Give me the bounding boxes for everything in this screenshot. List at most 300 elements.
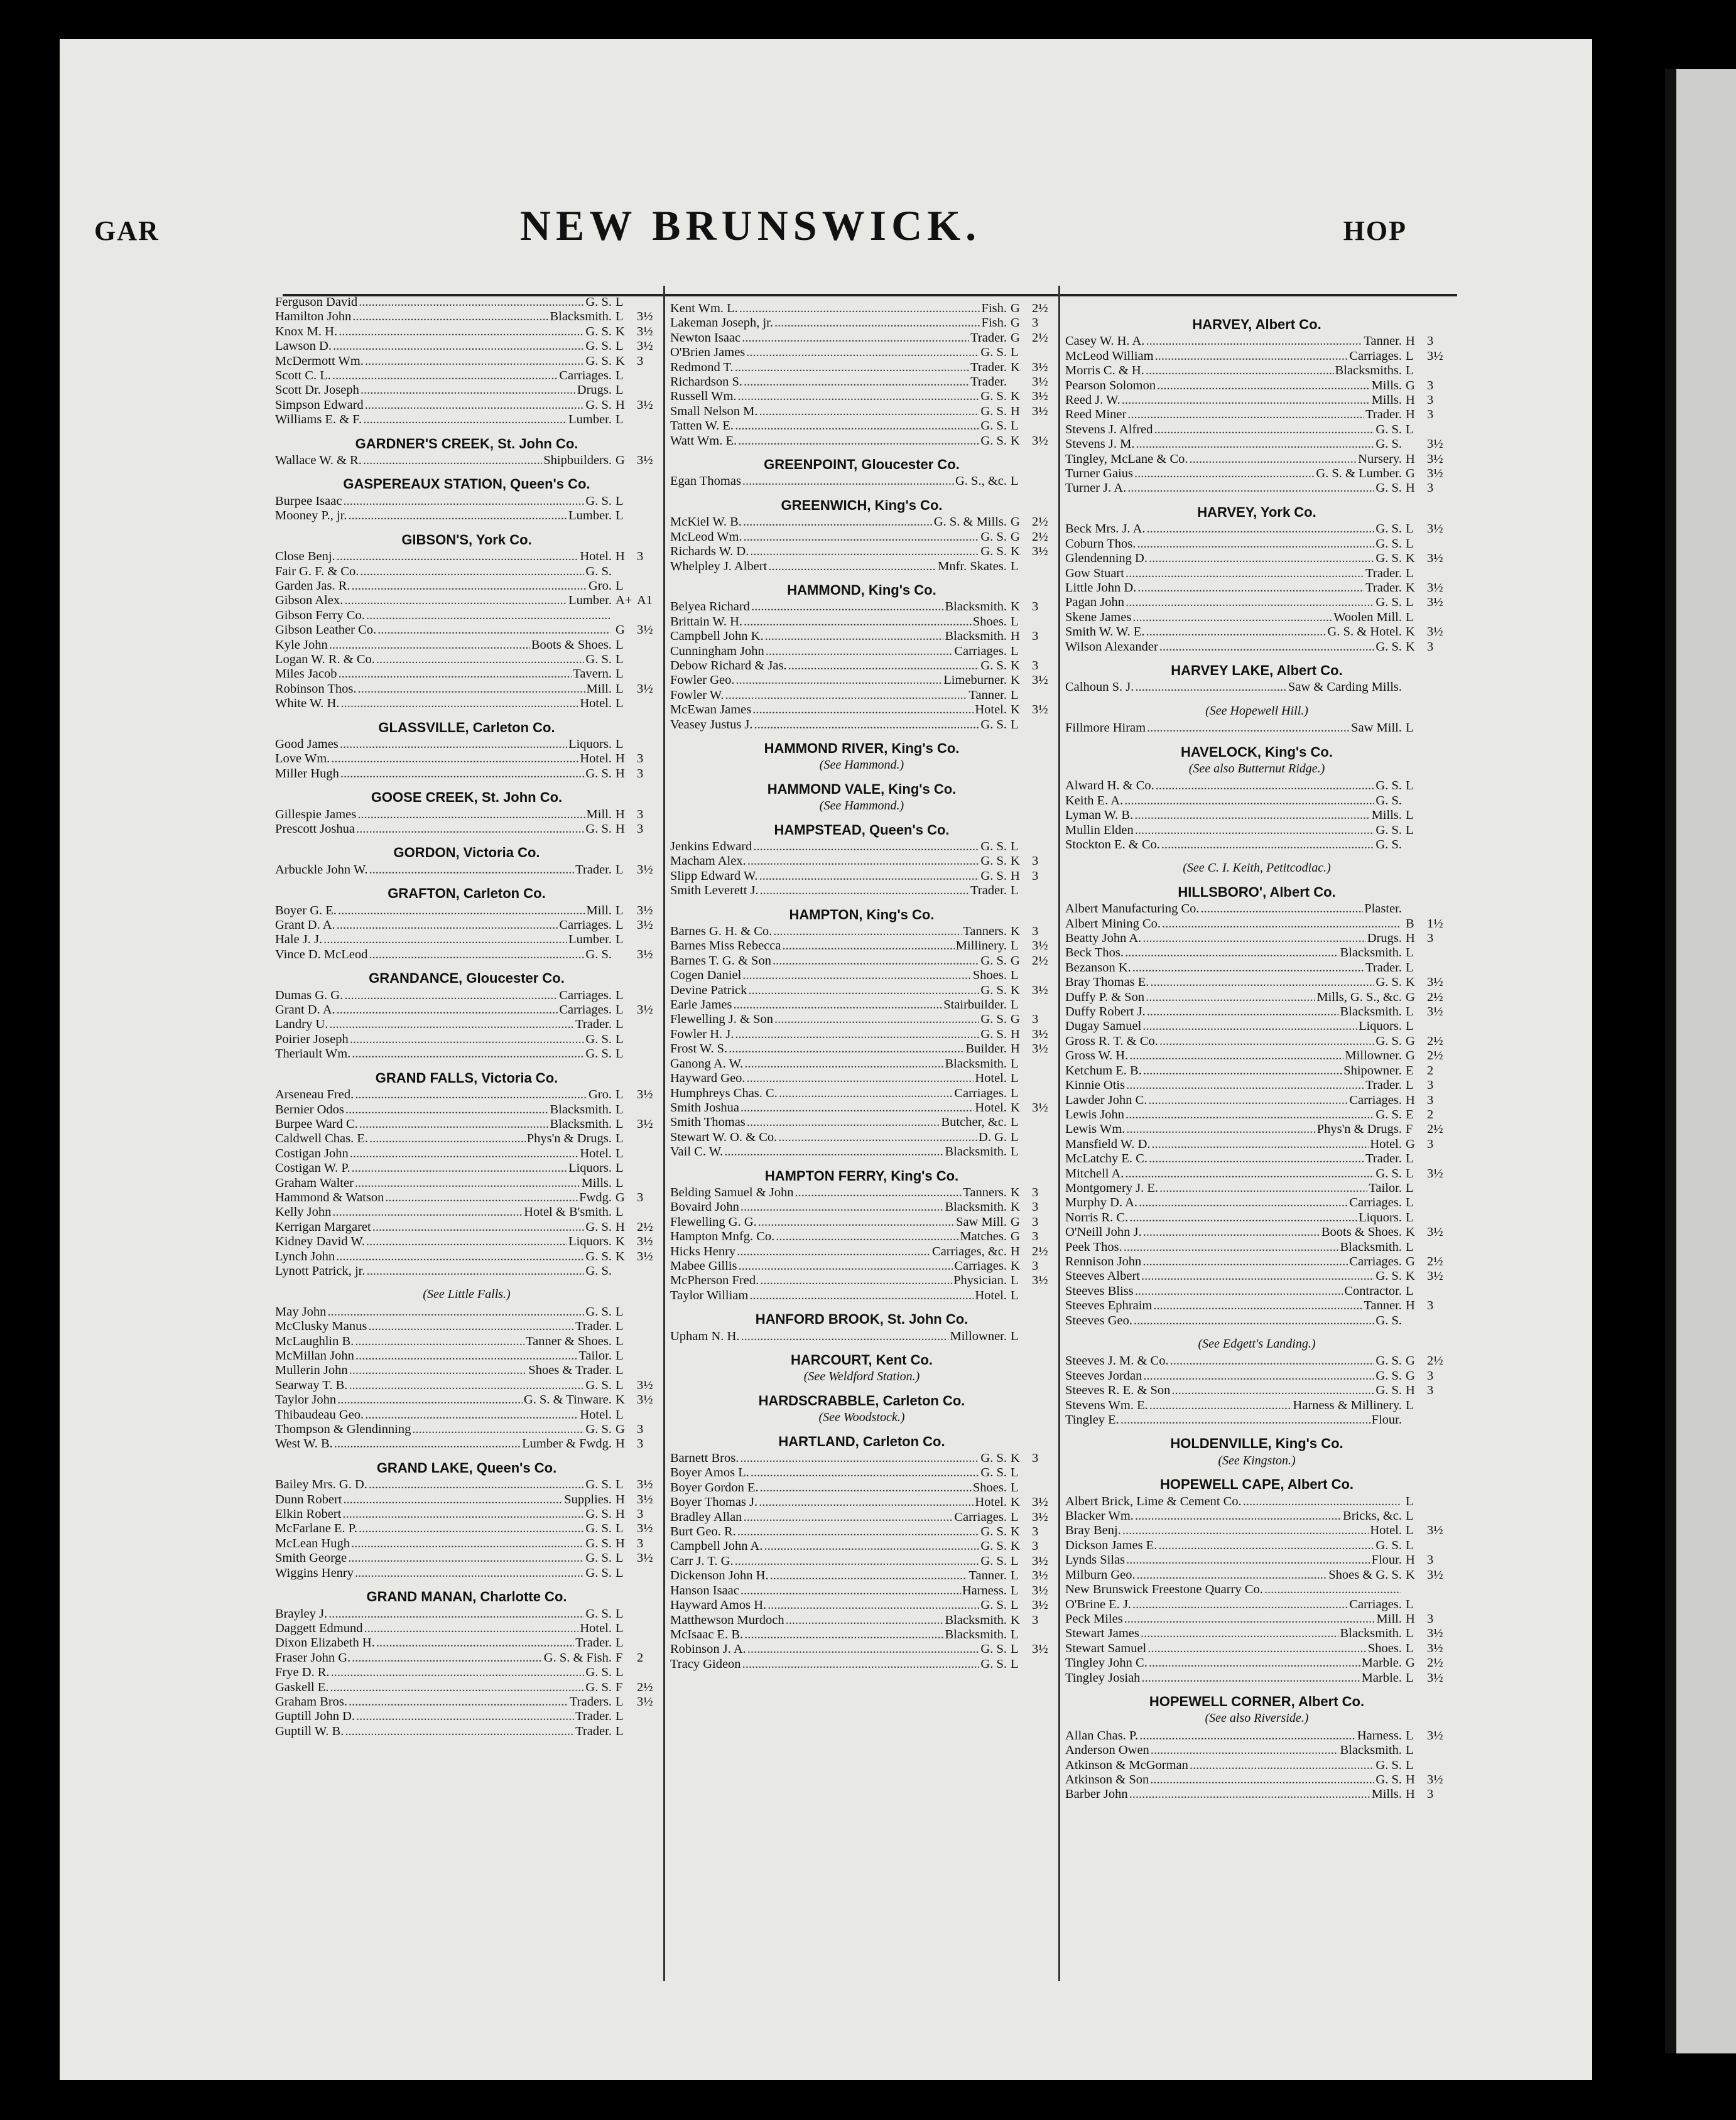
directory-entry — [1065, 1773, 1448, 1787]
locality-section — [1065, 745, 1448, 853]
locality-heading: HOPEWELL CORNER, Albert Co. — [1149, 1693, 1365, 1709]
entry-name: Boyer Amos L. — [670, 1466, 749, 1480]
entry-business: Blacksmith. — [1340, 1240, 1402, 1254]
leader-dots — [749, 1289, 974, 1303]
entry-name: May John — [275, 1304, 327, 1319]
leader-dots — [343, 494, 584, 509]
entry-name: O'Neill John J. — [1065, 1225, 1142, 1240]
credit-rating: L — [616, 1319, 624, 1334]
leader-dots — [1136, 437, 1374, 452]
leader-dots — [1137, 581, 1364, 595]
pay-rating: 3½ — [1427, 1225, 1443, 1240]
credit-rating: L — [616, 1378, 624, 1392]
directory-entry — [1065, 1093, 1448, 1108]
entry-name: Gibson Leather Co. — [275, 623, 377, 637]
credit-rating: L — [1011, 1288, 1019, 1302]
credit-rating: L — [1406, 1626, 1414, 1641]
entry-name: Tingley, McLane & Co. — [1065, 452, 1188, 466]
directory-entry — [670, 1481, 1053, 1495]
pay-rating: 3 — [1427, 1078, 1434, 1093]
directory-entry — [1065, 349, 1448, 364]
directory-entry — [670, 1042, 1053, 1056]
credit-rating: G — [1406, 1049, 1415, 1063]
leader-dots — [1146, 364, 1334, 378]
locality-section — [1065, 663, 1448, 695]
pay-rating: 2½ — [637, 1680, 653, 1694]
pay-rating: 3½ — [637, 1117, 653, 1131]
entry-business: G. S. — [585, 1263, 612, 1278]
entry-name: Turner Gaius — [1065, 467, 1134, 481]
leader-dots — [1147, 721, 1350, 735]
credit-rating: L — [1011, 559, 1019, 573]
entry-name: White W. H. — [275, 696, 340, 711]
leader-dots — [759, 869, 980, 884]
credit-rating: L — [1406, 610, 1414, 624]
entry-name: Grant D. A. — [275, 918, 335, 933]
leader-dots — [343, 1493, 563, 1507]
locality-section — [275, 971, 658, 1061]
leader-dots — [333, 339, 584, 354]
directory-entry — [670, 530, 1053, 544]
entry-business: Carriages. — [954, 1258, 1007, 1273]
entry-name: Stewart W. O. & Co. — [670, 1130, 778, 1144]
leader-dots — [786, 1613, 944, 1628]
leader-dots — [331, 1665, 585, 1680]
leader-dots — [369, 1478, 585, 1492]
credit-rating: K — [1406, 580, 1415, 595]
entry-business: Nursery. — [1358, 452, 1402, 466]
entry-name: Mabee Gillis — [670, 1258, 737, 1273]
locality-section — [670, 498, 1053, 574]
directory-entry — [670, 1027, 1053, 1042]
entry-business: Lumber. — [568, 413, 612, 427]
leader-dots — [341, 696, 579, 711]
credit-rating: K — [1011, 1539, 1020, 1554]
cross-reference-note: (See Kingston.) — [1218, 1453, 1296, 1468]
entry-name: Stevens J. M. — [1065, 437, 1135, 452]
locality-section — [1065, 704, 1448, 736]
entry-name: Smith George — [275, 1551, 347, 1566]
entry-name: Tatten W. E. — [670, 419, 734, 433]
directory-columns — [270, 286, 1467, 1981]
leader-dots — [774, 1012, 979, 1027]
directory-entry — [1065, 467, 1448, 481]
directory-entry — [1065, 1034, 1448, 1049]
leader-dots — [355, 1349, 578, 1363]
leader-dots — [760, 1481, 972, 1495]
entry-name: Albert Mining Co. — [1065, 916, 1161, 931]
directory-entry — [1065, 990, 1448, 1005]
leader-dots — [332, 369, 558, 383]
credit-rating: L — [616, 1032, 624, 1046]
credit-rating: G — [1011, 1012, 1020, 1027]
directory-entry — [1065, 1369, 1448, 1383]
directory-entry — [670, 474, 1053, 489]
entry-business: Shipowner. — [1343, 1063, 1402, 1078]
credit-rating: L — [1011, 968, 1019, 983]
credit-rating: H — [1011, 868, 1020, 883]
directory-entry — [1065, 1314, 1448, 1328]
leader-dots — [750, 544, 979, 559]
directory-entry — [1065, 1413, 1448, 1427]
entry-business: Tanners. — [963, 1185, 1007, 1199]
entry-business: G. S. & Tinware. — [523, 1393, 612, 1407]
locality-section — [275, 533, 658, 711]
entry-business: G. S. — [1375, 437, 1402, 452]
pay-rating: 2½ — [1427, 1354, 1443, 1368]
leader-dots — [770, 1569, 968, 1583]
credit-rating: L — [616, 988, 624, 1002]
entry-name: Flewelling G. G. — [670, 1214, 757, 1229]
leader-dots — [1170, 1354, 1375, 1368]
credit-rating: H — [616, 398, 625, 412]
credit-rating: L — [1011, 939, 1019, 953]
entry-name: Searway T. B. — [275, 1378, 348, 1392]
directory-entry — [275, 1161, 658, 1176]
locality-heading: GARDNER'S CREEK, St. John Co. — [355, 435, 578, 452]
credit-rating: L — [616, 1551, 624, 1566]
entry-business: Limeburner. — [943, 673, 1007, 688]
directory-entry — [670, 1554, 1053, 1569]
credit-rating: G — [1011, 316, 1020, 330]
credit-rating: L — [616, 1304, 624, 1319]
directory-entry — [1065, 1078, 1448, 1093]
credit-rating: H — [1406, 1553, 1415, 1567]
entry-name: Coburn Thos. — [1065, 536, 1136, 551]
credit-rating: L — [616, 1407, 624, 1422]
credit-rating: H — [616, 822, 625, 836]
leader-dots — [782, 939, 954, 953]
entry-business: G. S. — [585, 1304, 612, 1319]
entry-business: Butcher, &c. — [941, 1115, 1007, 1130]
directory-entry — [1065, 423, 1448, 437]
pay-rating: 3½ — [1032, 1642, 1048, 1657]
directory-entry — [670, 375, 1053, 389]
directory-entry — [275, 696, 658, 711]
entry-business: Flour. — [1371, 1553, 1402, 1567]
leader-dots — [744, 615, 972, 629]
directory-entry — [275, 453, 658, 468]
credit-rating: L — [1406, 536, 1414, 551]
leader-dots — [349, 1378, 584, 1393]
leader-dots — [1149, 1398, 1292, 1413]
credit-rating: G — [616, 453, 625, 468]
credit-rating: G — [616, 1190, 625, 1204]
credit-rating: L — [1406, 1758, 1414, 1772]
pay-rating: 3 — [1427, 334, 1434, 349]
locality-heading: HOPEWELL CAPE, Albert Co. — [1159, 1476, 1354, 1493]
credit-rating: K — [616, 1393, 625, 1407]
leader-dots — [340, 767, 584, 781]
leader-dots — [1124, 1612, 1375, 1626]
cross-reference-note: (See Woodstock.) — [818, 1410, 905, 1425]
leader-dots — [1125, 946, 1338, 960]
entry-name: Cogen Daniel — [670, 968, 742, 983]
directory-entry — [275, 1003, 658, 1017]
directory-entry — [1065, 393, 1448, 408]
entry-business: Trader. — [970, 360, 1007, 374]
locality-section — [670, 1312, 1053, 1344]
leader-dots — [1127, 408, 1364, 422]
pay-rating: 2½ — [637, 1220, 653, 1234]
credit-rating: F — [1406, 1122, 1413, 1137]
directory-entry — [275, 1147, 658, 1161]
entry-name: Wallace W. & R. — [275, 453, 362, 468]
entry-name: Smith Thomas — [670, 1115, 746, 1130]
leader-dots — [350, 1147, 579, 1161]
directory-entry — [275, 1319, 658, 1334]
entry-name: Stewart James — [1065, 1626, 1139, 1641]
entry-name: Kerrigan Margaret — [275, 1220, 371, 1234]
entry-name: Dickson James E. — [1065, 1538, 1158, 1552]
entry-business: G. S. — [585, 295, 612, 309]
leader-dots — [758, 1215, 955, 1230]
credit-rating: G — [1406, 1254, 1415, 1268]
entry-name: Hayward Amos H. — [670, 1598, 767, 1613]
entry-name: Lakeman Joseph, jr. — [670, 316, 773, 330]
entry-business: Lumber. — [568, 593, 612, 608]
directory-entry — [275, 652, 658, 667]
credit-rating: H — [1406, 334, 1415, 349]
directory-entry — [670, 600, 1053, 614]
pay-rating: 3½ — [1427, 1670, 1443, 1685]
entry-name: Fraser John G. — [275, 1650, 351, 1665]
directory-entry — [275, 1363, 658, 1378]
directory-entry — [670, 316, 1053, 330]
leader-dots — [1142, 1019, 1357, 1034]
entry-business: Phys'n & Drugs. — [526, 1132, 612, 1146]
leader-dots — [742, 331, 969, 345]
leader-dots — [1126, 595, 1374, 610]
entry-business: G. S., &c. — [955, 474, 1007, 489]
entry-business: Shoes. — [1367, 1641, 1402, 1655]
entry-name: Landry U. — [275, 1017, 328, 1032]
pay-rating: 3 — [1032, 1525, 1039, 1539]
entry-business: G. S. — [980, 1027, 1007, 1041]
directory-entry — [275, 623, 658, 637]
directory-entry — [1065, 522, 1448, 536]
leader-dots — [773, 954, 979, 968]
leader-dots — [1129, 1049, 1343, 1063]
directory-entry — [1065, 1598, 1448, 1612]
credit-rating: H — [1406, 1093, 1415, 1107]
entry-business: Fwdg. — [579, 1190, 612, 1204]
leader-dots — [760, 1274, 952, 1288]
entry-business: Carriages. — [1349, 349, 1402, 363]
leader-dots — [330, 1680, 584, 1695]
directory-entry — [275, 1607, 658, 1621]
entry-name: Rennison John — [1065, 1254, 1142, 1268]
directory-entry — [275, 593, 658, 608]
leader-dots — [1129, 1787, 1370, 1802]
credit-rating: K — [1406, 1567, 1415, 1582]
leader-dots — [741, 1101, 974, 1115]
locality-section — [670, 1434, 1053, 1672]
entry-business: G. S. & Hotel. — [1327, 625, 1402, 639]
entry-business: Builder. — [965, 1042, 1007, 1056]
entry-name: Burt Geo. R. — [670, 1525, 736, 1539]
entry-name: Debow Richard & Jas. — [670, 658, 787, 673]
directory-entry — [1065, 1523, 1448, 1538]
entry-name: Elkin Robert — [275, 1507, 342, 1522]
entry-business: G. S. — [585, 1566, 612, 1580]
locality-section — [670, 782, 1053, 814]
entry-name: Smith Joshua — [670, 1100, 739, 1115]
pay-rating: 3½ — [1032, 375, 1048, 389]
locality-section — [1065, 1477, 1448, 1685]
entry-name: Poirier Joseph — [275, 1032, 349, 1046]
entry-name: Garden Jas. R. — [275, 578, 350, 593]
leader-dots — [1161, 838, 1374, 852]
directory-entry — [670, 434, 1053, 448]
entry-business: Blacksmith. — [945, 600, 1007, 614]
entry-name: Barnett Bros. — [670, 1451, 739, 1466]
entry-name: Small Nelson M. — [670, 404, 758, 418]
entry-business: Lumber. — [568, 509, 612, 523]
leader-dots — [349, 1695, 568, 1709]
credit-rating: L — [1406, 946, 1414, 960]
credit-rating: K — [616, 1235, 625, 1249]
pay-rating: 3 — [1032, 1012, 1039, 1027]
credit-rating: H — [616, 752, 625, 766]
directory-entry — [1065, 1758, 1448, 1773]
leader-dots — [367, 1264, 585, 1279]
pay-rating: 3½ — [1032, 1100, 1048, 1115]
entry-name: Boyer Gordon E. — [670, 1480, 759, 1495]
directory-entry — [670, 644, 1053, 659]
entry-name: Calhoun S. J. — [1065, 680, 1134, 695]
pay-rating: 3 — [1427, 1368, 1434, 1383]
credit-rating: L — [616, 1161, 624, 1176]
entry-name: Hicks Henry — [670, 1244, 736, 1258]
entry-business: Blacksmith. — [945, 1200, 1007, 1214]
leader-dots — [779, 1086, 953, 1101]
entry-business: G. S. — [585, 494, 612, 508]
credit-rating: L — [1406, 1597, 1414, 1611]
locality-section — [275, 1589, 658, 1739]
entry-name: McEwan James — [670, 703, 752, 717]
pay-rating: 3½ — [1427, 349, 1443, 363]
directory-entry — [275, 1724, 658, 1739]
locality-heading: HAMMOND RIVER, King's Co. — [764, 740, 960, 756]
entry-name: Redmond T. — [670, 360, 734, 374]
entry-name: Tingley E. — [1065, 1413, 1119, 1427]
entry-name: Watt Wm. E. — [670, 433, 737, 448]
leader-dots — [338, 904, 585, 918]
credit-rating: K — [1011, 544, 1020, 559]
directory-entry — [275, 1493, 658, 1507]
leader-dots — [323, 933, 567, 947]
credit-rating: L — [1406, 1641, 1414, 1655]
entry-business: Bricks, &c. — [1343, 1509, 1402, 1523]
locality-section — [1065, 861, 1448, 875]
entry-name: Macham Alex. — [670, 854, 746, 868]
directory-entry — [275, 1191, 658, 1205]
pay-rating: 3½ — [1032, 939, 1048, 953]
leader-dots — [741, 1200, 944, 1214]
entry-business: Saw Mill. — [956, 1214, 1007, 1229]
locality-section — [275, 1461, 658, 1581]
directory-entry — [275, 1437, 658, 1451]
leader-dots — [724, 1145, 943, 1159]
entry-business: G. S. & Lumber. — [1316, 467, 1402, 481]
entry-business: G. S. — [1375, 793, 1402, 808]
credit-rating: H — [616, 1536, 625, 1550]
directory-entry — [670, 389, 1053, 404]
directory-entry — [1065, 640, 1448, 654]
entry-name: Mullin Elden — [1065, 823, 1134, 837]
leader-dots — [735, 419, 979, 433]
locality-heading: GLASSVILLE, Carleton Co. — [378, 719, 555, 735]
pay-rating: 3½ — [1427, 1005, 1443, 1019]
credit-rating: G — [1406, 1368, 1415, 1383]
entry-name: Hayward Geo. — [670, 1071, 746, 1086]
pay-rating: 3 — [1032, 629, 1039, 644]
entry-business: Fish. — [981, 301, 1007, 315]
entry-business: G. S. — [980, 1525, 1007, 1539]
entry-business: Blacksmith. — [945, 1056, 1007, 1071]
entry-business: G. S. — [585, 1378, 612, 1392]
directory-entry — [670, 629, 1053, 644]
directory-entry — [1065, 1743, 1448, 1758]
credit-rating: K — [1011, 1495, 1020, 1510]
entry-business: G. S. — [1375, 838, 1402, 852]
credit-rating: L — [1406, 1005, 1414, 1019]
leader-dots — [365, 1408, 578, 1422]
pay-rating: 3 — [1032, 1539, 1039, 1554]
directory-entry — [1065, 838, 1448, 852]
leader-dots — [1143, 1369, 1374, 1383]
credit-rating: F — [616, 1650, 623, 1665]
leader-dots — [376, 1636, 574, 1650]
entry-business: Liquors. — [568, 1161, 612, 1176]
leader-dots — [1127, 481, 1374, 495]
directory-entry — [1065, 1225, 1448, 1240]
entry-name: Ganong A. W. — [670, 1056, 744, 1071]
pay-rating: 2 — [1427, 1063, 1434, 1078]
leader-dots — [412, 1422, 584, 1437]
leader-dots — [1159, 1181, 1367, 1196]
entry-business: Hotel. — [580, 1621, 612, 1635]
entry-business: Stairbuilder. — [943, 998, 1007, 1012]
directory-entry — [1065, 961, 1448, 975]
directory-entry — [670, 1101, 1053, 1115]
pay-rating: 3 — [1032, 600, 1039, 614]
directory-entry — [275, 822, 658, 836]
leader-dots — [368, 1319, 574, 1334]
pay-rating: 3½ — [1032, 1510, 1048, 1524]
pay-rating: 3½ — [1427, 1626, 1443, 1641]
directory-entry — [275, 1507, 658, 1522]
entry-name: Burpee Ward C. — [275, 1117, 358, 1131]
directory-entry — [1065, 931, 1448, 946]
entry-name: Mitchell A. — [1065, 1166, 1124, 1181]
credit-rating: L — [1406, 1181, 1414, 1195]
entry-name: Tingley John C. — [1065, 1656, 1147, 1670]
locality-section — [275, 790, 658, 836]
credit-rating: K — [1406, 975, 1415, 990]
directory-entry — [275, 1636, 658, 1650]
credit-rating: L — [1406, 808, 1414, 823]
credit-rating: K — [1011, 703, 1020, 717]
credit-rating: L — [1406, 1240, 1414, 1254]
entry-name: Thibaudeau Geo. — [275, 1407, 364, 1422]
entry-business: Millowner. — [1345, 1049, 1402, 1063]
pay-rating: 3 — [637, 1190, 644, 1204]
entry-business: G. S. — [980, 433, 1007, 448]
entry-name: West W. B. — [275, 1437, 333, 1451]
pay-rating: 2½ — [1427, 1656, 1443, 1670]
